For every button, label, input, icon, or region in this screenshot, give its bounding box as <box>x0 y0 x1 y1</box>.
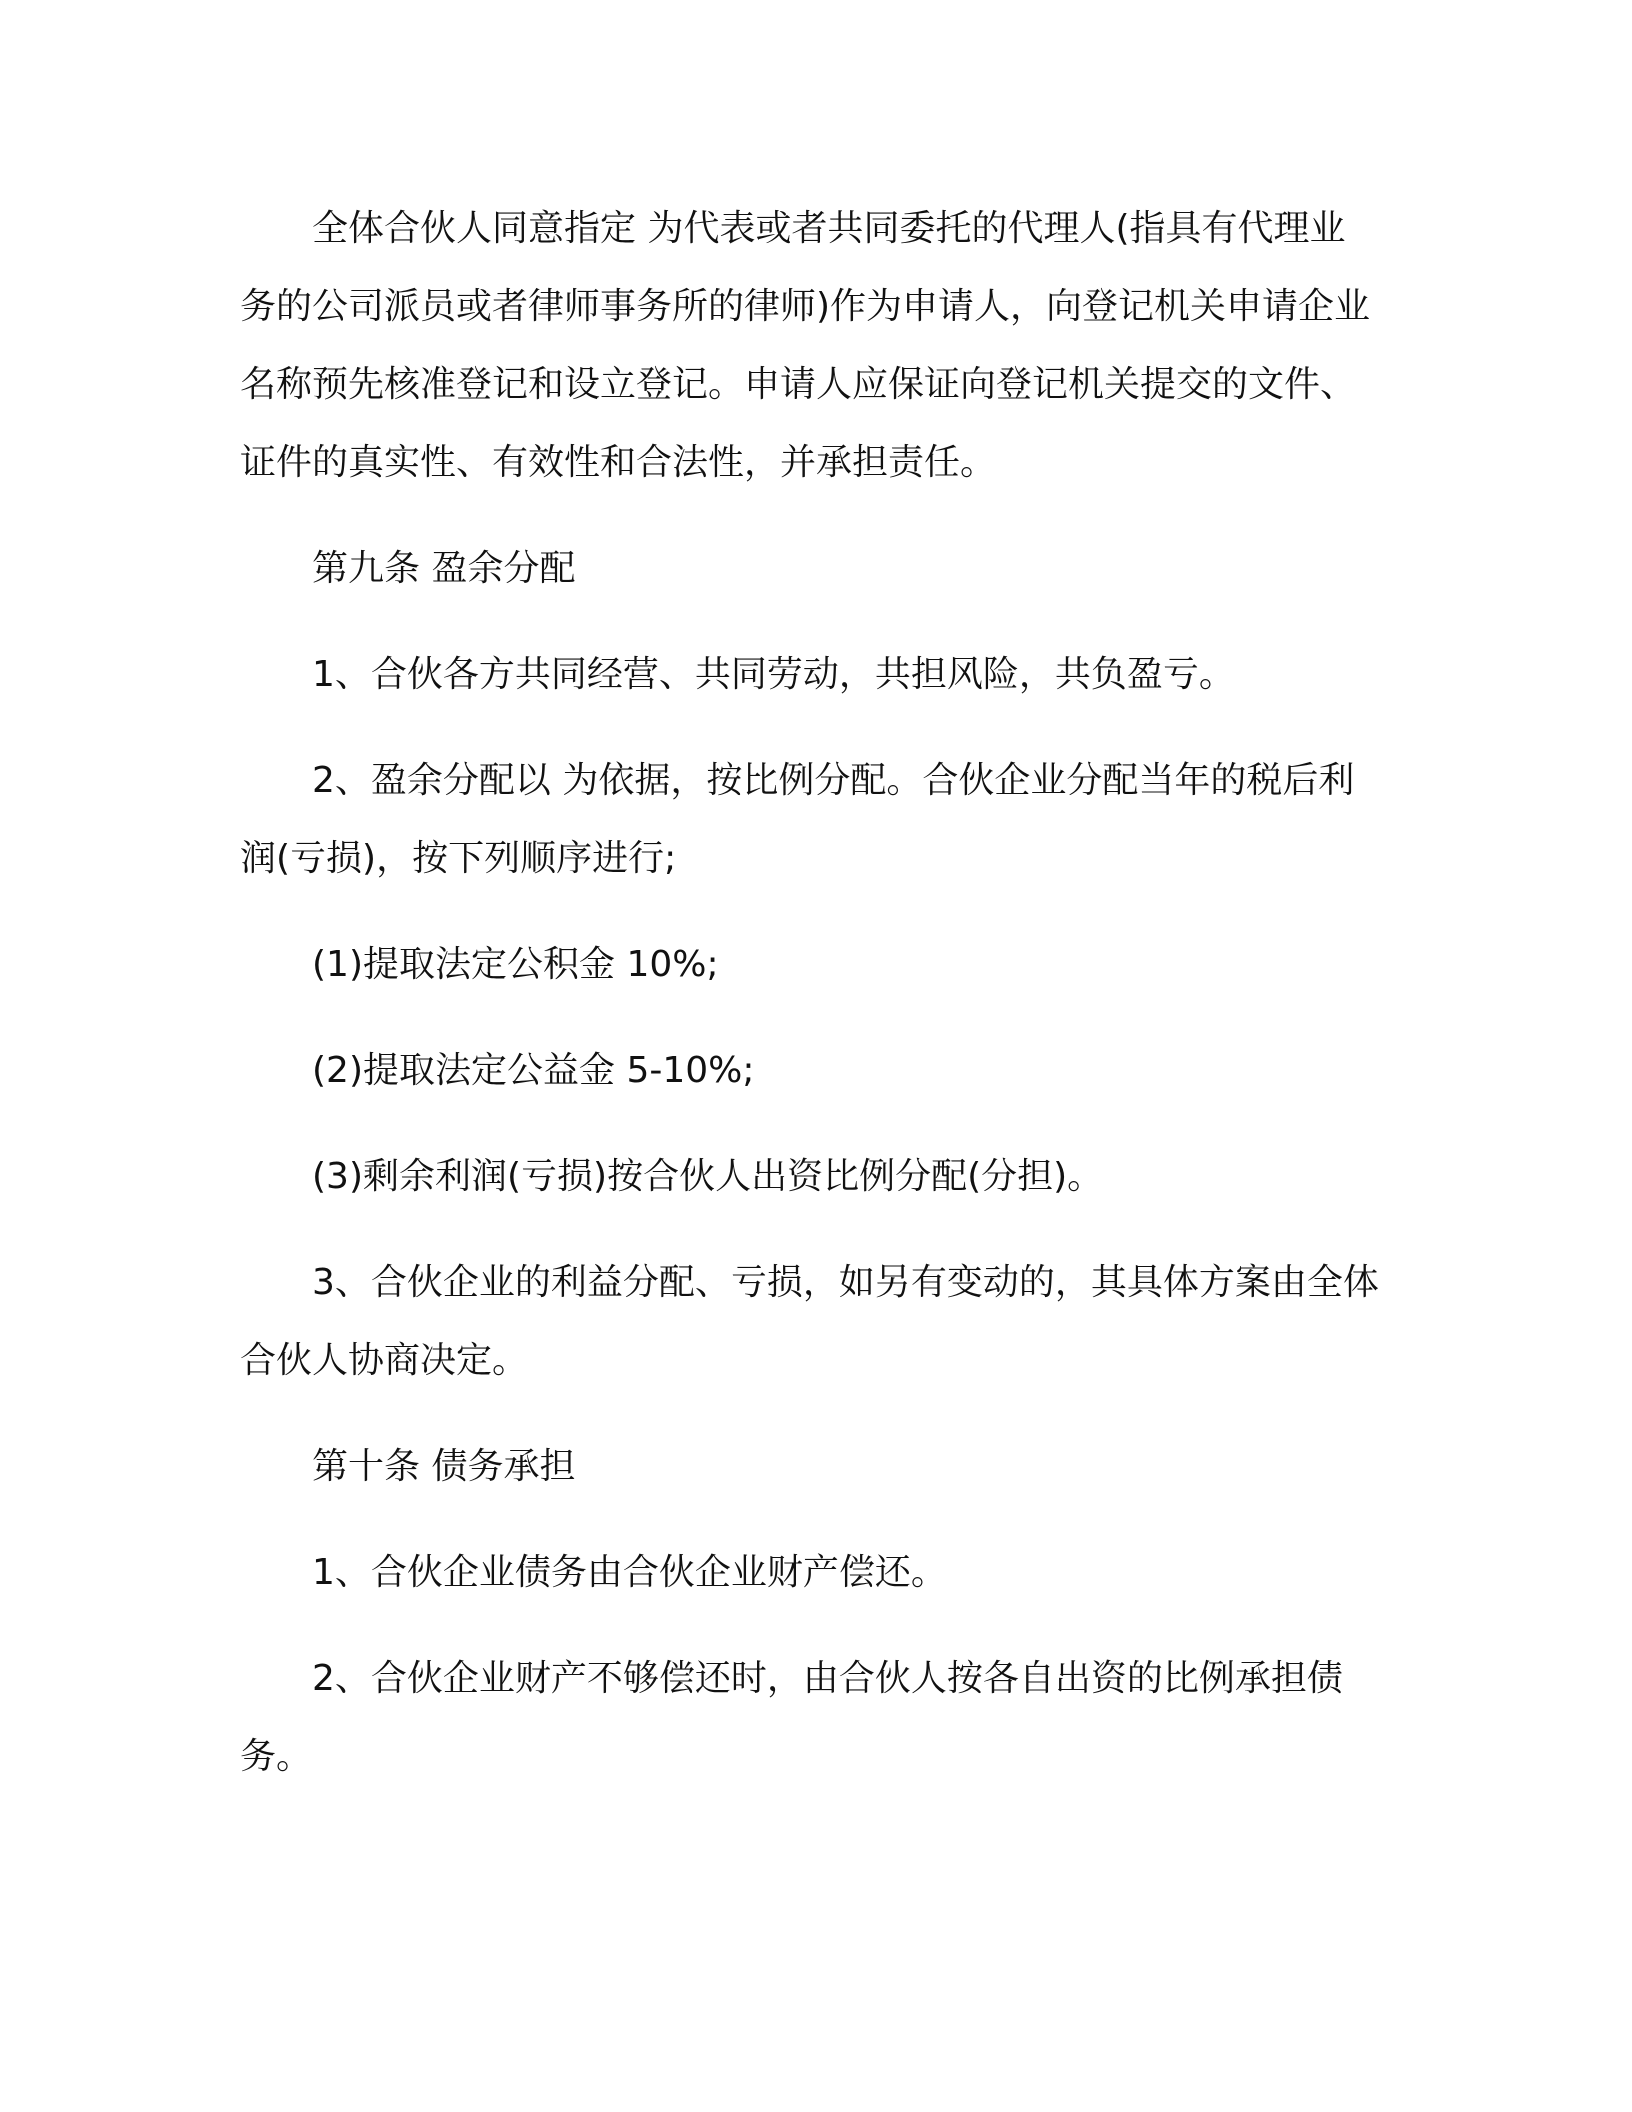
article-9-subitem-3: (3)剩余利润(亏损)按合伙人出资比例分配(分担)。 <box>312 1156 1104 1197</box>
article-9-subitem-2: (2)提取法定公益金 5-10%; <box>312 1050 755 1091</box>
document-body <box>240 190 1380 1796</box>
article-9-item-2: 2、盈余分配以 为依据，按比例分配。合伙企业分配当年的税后利润(亏损)，按下列顺序进行; <box>240 760 1355 879</box>
article-10-heading: 第十条 债务承担 <box>312 1446 576 1487</box>
article-9-heading: 第九条 盈余分配 <box>312 548 576 589</box>
article-9-item-1: 1、合伙各方共同经营、共同劳动，共担风险，共负盈亏。 <box>312 654 1235 695</box>
article-9-subitem-1: (1)提取法定公积金 10%; <box>312 944 719 985</box>
paragraph-agent-designation: 全体合伙人同意指定 为代表或者共同委托的代理人(指具有代理业务的公司派员或者律师事务所的律师)作为申请人，向登记机关申请企业名称预先核准登记和设立登记。申请人应保证向登记机关提交的文件、证件的真实性、有效性和合法性，并承担责任。 <box>240 208 1371 483</box>
article-10-item-2: 2、合伙企业财产不够偿还时，由合伙人按各自出资的比例承担债务。 <box>240 1658 1343 1777</box>
article-9-item-3: 3、合伙企业的利益分配、亏损，如另有变动的，其具体方案由全体合伙人协商决定。 <box>240 1262 1379 1381</box>
article-10-item-1: 1、合伙企业债务由合伙企业财产偿还。 <box>312 1552 947 1593</box>
